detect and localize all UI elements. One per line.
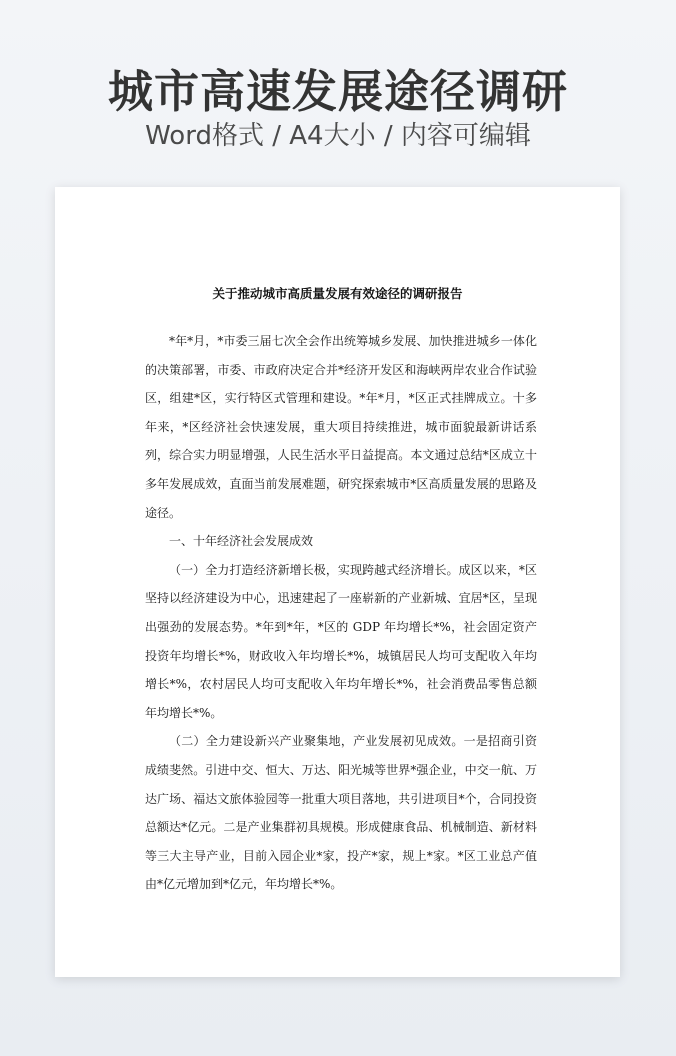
paragraph-intro: *年*月，*市委三届七次全会作出统筹城乡发展、加快推进城乡一体化的决策部署，市委、市政府决定合并*经济开发区和海峡两岸农业合作试验区，组建*区，实行特区式管理和建设。*年*月，*区正式挂牌成立。十多年来，*区经济社会快速发展，重大项目持续推进，城市面貌最新讲话系列，综合实力明显增强，人民生活水平日益提高。本文通过总结*区成立十多年发展成效，直面当前发展难题，研究探索城市*区高质量发展的思路及途径。 [145, 334, 537, 520]
section-heading-1: 一、十年经济社会发展成效 [169, 534, 314, 549]
paragraph-economic-growth: （一）全力打造经济新增长极，实现跨越式经济增长。成区以来，*区坚持以经济建设为中心，迅速建起了一座崭新的产业新城、宜居*区，呈现出强劲的发展态势。*年到*年，*区的 GDP 年均增长*%，社会固定资产投资年均增长*%，财政收入年均增长*%，城镇居民人均可支配收入年均增长*%，农村居民人均可支配收入年均年增长*%，社会消费品零售总额年均增长*%。 [145, 562, 537, 720]
banner-subtitle: Word格式 / A4大小 / 内容可编辑 [145, 121, 531, 151]
document-title: 关于推动城市高质量发展有效途径的调研报告 [212, 286, 463, 301]
document-body [145, 327, 537, 899]
document-page [55, 187, 620, 977]
paragraph-industry-cluster: （二）全力建设新兴产业聚集地，产业发展初见成效。一是招商引资成绩斐然。引进中交、恒大、万达、阳光城等世界*强企业，中交一航、万达广场、福达文旅体验园等一批重大项目落地，共引进项目*个，合同投资总额达*亿元。二是产业集群初具规模。形成健康食品、机械制造、新材料等三大主导产业，目前入园企业*家，投产*家，规上*家。*区工业总产值由*亿元增加到*亿元，年均增长*%。 [145, 734, 537, 892]
banner-title: 城市高速发展途径调研 [107, 65, 568, 118]
